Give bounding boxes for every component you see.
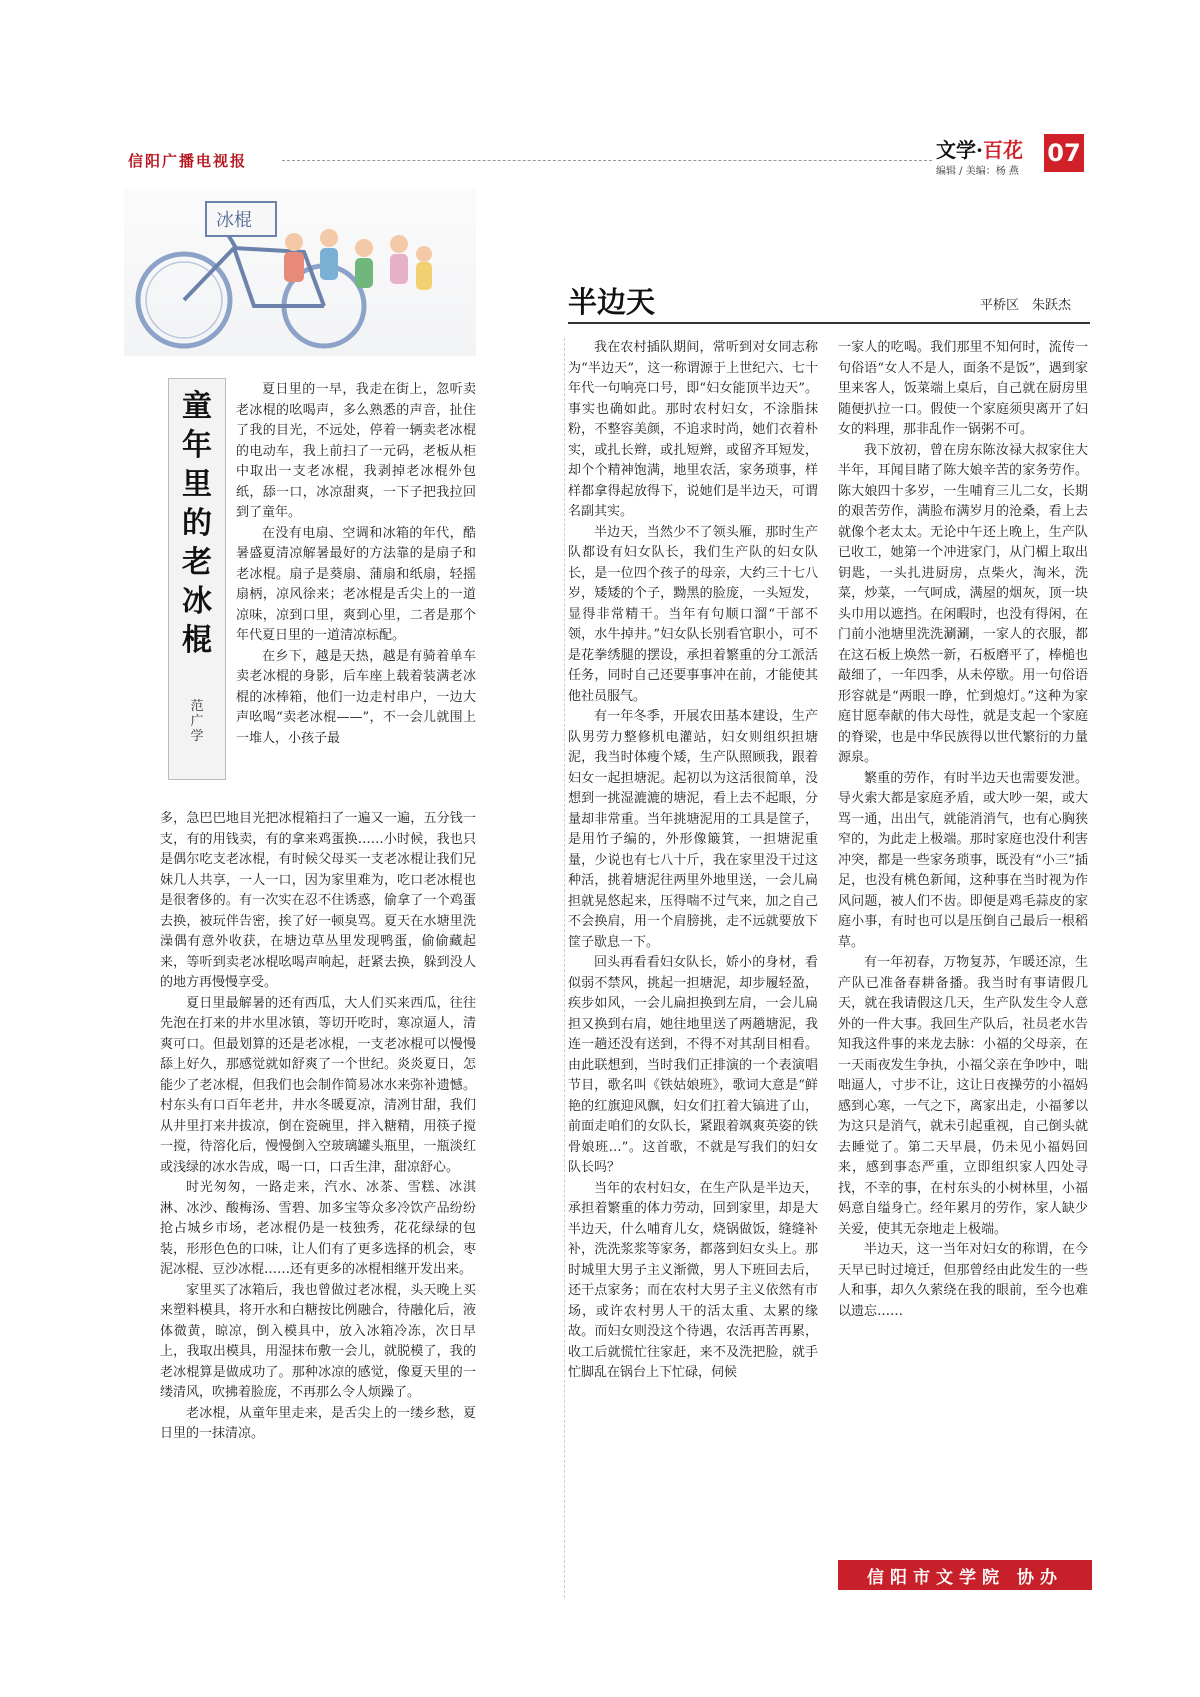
child-1-head [285, 233, 303, 251]
child-5-head [416, 246, 432, 262]
story2-column-left [568, 338, 818, 1384]
story2-title-rule [568, 322, 1090, 324]
paragraph: 我在农村插队期间，常听到对女同志称为“半边天”，这一称谓源于上世纪六、七十年代一句响亮口号，即“妇女能顶半边天”。事实也确如此。那时农村妇女，不涂脂抹粉，不整容美颜，不追求时尚，她们衣着朴实，或扎长辫，或扎短辫，或留齐耳短发，却个个精神饱满，地里农活，家务琐事，样样都拿得起放得下，说她们是半边天，可谓名副其实。 [568, 340, 818, 519]
paragraph: 一家人的吃喝。我们那里不知何时，流传一句俗语“女人不是人，面条不是饭”，遇到家里来客人，饭菜端上桌后，自己就在厨房里随便扒拉一口。假使一个家庭须臾离开了妇女的料理，那非乱作一锅粥不可。 [838, 340, 1088, 437]
paragraph: 在没有电扇、空调和冰箱的年代，酷暑盛夏清凉解暑最好的方法靠的是扇子和老冰棍。扇子是葵扇、蒲扇和纸扇，轻摇扇柄，凉风徐来；老冰棍是舌尖上的一道凉味，凉到口里，爽到心里，二者是那个年代夏日里的一道清凉标配。 [236, 525, 476, 643]
child-4-body [390, 254, 408, 284]
paragraph: 夏日里最解暑的还有西瓜，大人们买来西瓜，往往先泡在打来的井水里冰镇，等切开吃时，寒凉逼人，清爽可口。但最划算的还是老冰棍，一支老冰棍可以慢慢舔上好久，那感觉就如舒爽了一个世纪。炎炎夏日，怎能少了老冰棍，但我们也会制作简易冰水来弥补遗憾。村东头有口百年老井，井水冬暖夏凉，清冽甘甜，我们从井里打来井拔凉，倒在瓷碗里，拌入糖精，用筷子搅一搅，待溶化后，慢慢倒入空玻璃罐头瓶里，一瓶淡红或浅绿的冰水告成，喝一口，口舌生津，甜凉舒心。 [160, 995, 476, 1175]
header-rule [282, 160, 932, 161]
column-divider [564, 338, 565, 1598]
editor-line: 编辑 / 美编：杨 燕 [936, 166, 1019, 177]
paragraph: 家里买了冰箱后，我也曾做过老冰棍，头天晚上买来塑料模具，将开水和白糖按比例融合，待融化后，液体微黄，晾凉，倒入模具中，放入冰箱冷冻，次日早上，我取出模具，用湿抹布敷一会儿，就脱模了，我的老冰棍算是做成功了。那种冰凉的感觉，像夏天里的一缕清风，吹拂着脸庞，不再那么令人烦躁了。 [160, 1282, 476, 1400]
section-prefix: 文学· [936, 138, 983, 162]
story2-title: 半边天 [568, 285, 656, 319]
child-3-body [355, 258, 373, 288]
section-highlight: 百花 [982, 138, 1023, 162]
paragraph: 多，急巴巴地目光把冰棍箱扫了一遍又一遍，五分钱一支，有的用钱卖，有的拿来鸡蛋换……小时候，我也只是偶尔吃支老冰棍，有时候父母买一支老冰棍让我们兄妹几人共享，一人一口，因为家里难为，吃口老冰棍也是很奢侈的。有一次实在忍不住诱惑，偷拿了一个鸡蛋去换，被玩伴告密，挨了好一顿臭骂。夏天在水塘里洗澡偶有意外收获，在塘边草丛里发现鸭蛋，偷偷藏起来，等听到卖老冰棍吆喝声响起，赶紧去换，躲到没人的地方再慢慢享受。 [160, 811, 476, 990]
ice-box-sign: 冰棍 [216, 210, 252, 231]
bicycle-illustration [124, 188, 476, 356]
story1-title-box [168, 378, 226, 780]
paragraph: 在乡下，越是天热，越是有骑着单车卖老冰棍的身影，后车座上载着装满老冰棍的冰棒箱，他们一边走村串户，一边大声吆喝“卖老冰棍——”，不一会儿就围上一堆人，小孩子最 [236, 648, 476, 746]
child-5-body [416, 262, 432, 290]
story1-author: 范 广 学 [190, 699, 204, 744]
paragraph: 有一年初春，万物复苏，乍暖还凉，生产队已准备春耕备播。我当时有事请假几天，就在我请假这几天，生产队发生令人意外的一件大事。我回生产队后，社员老水告知我这件事的来龙去脉：小福的父母亲，在一天雨夜发生争执，小福父亲在争吵中，咄咄逼人，寸步不让，这让日夜操劳的小福妈感到心寒，一气之下，离家出走，小福爹以为这只是消气，就未引起重视，自己倒头就去睡觉了。第二天早晨，仍未见小福妈回来，感到事态严重，立即组织家人四处寻找，不幸的事，在村东头的小树林里，小福妈意自缢身亡。经年累月的劳作，家人缺少关爱，使其无奈地走上极端。 [838, 955, 1088, 1237]
paragraph: 时光匆匆，一路走来，汽水、冰茶、雪糕、冰淇淋、冰沙、酸梅汤、雪碧、加多宝等众多冷饮产品纷纷抢占城乡市场，老冰棍仍是一枝独秀，花花绿绿的包装，形形色色的口味，让人们有了更多选择的机会，枣泥冰棍、豆沙冰棍……还有更多的冰棍相继开发出来。 [160, 1180, 476, 1277]
paragraph: 当年的农村妇女，在生产队是半边天，承担着繁重的体力劳动，回到家里，却是大半边天，什么哺育儿女，烧锅做饭，缝缝补补，洗洗浆浆等家务，都落到妇女头上。那时城里大男子主义渐微，男人下班回去后，还干点家务；而在农村大男子主义依然有市场，或许农村男人干的活太重、太累的缘故。而妇女则没这个待遇，农活再苦再累，收工后就慌忙往家赶，来不及洗把脸，就手忙脚乱在锅台上下忙碌，伺候 [568, 1180, 818, 1380]
paragraph: 夏日里的一早，我走在街上，忽听卖老冰棍的吆喝声，多么熟悉的声音，扯住了我的目光，不远处，停着一辆卖老冰棍的电动车，我上前扫了一元码，老板从柜中取出一支老冰棍，我剥掉老冰棍外包纸，舔一口，冰凉甜爽，一下子把我拉回到了童年。 [236, 382, 476, 520]
paragraph: 半边天，当然少不了领头雁，那时生产队都设有妇女队长，我们生产队的妇女队长，是一位四个孩子的母亲，大约三十七八岁，矮矮的个子，黝黑的脸庞，一头短发，显得非常精干。当年有句顺口溜“干部不领，水牛掉井。”妇女队长别看官职小，可不是花拳绣腿的摆设，承担着繁重的分工派活任务，同时自己还要事事冲在前，才能使其他社员服气。 [568, 524, 818, 704]
child-2-body [320, 248, 338, 280]
child-3-head [355, 239, 373, 257]
page-number: 07 [1044, 134, 1084, 172]
story2-byline: 平桥区 朱跃杰 [980, 298, 1072, 313]
paragraph: 繁重的劳作，有时半边天也需要发泄。导火索大都是家庭矛盾，或大吵一架，或大骂一通，出出气，就能消消气，也有心胸狭窄的，为此走上极端。那时家庭也没什利害冲突，都是一些家务琐事，既没有“小三”插足，也没有桃色新闻，这种事在当时视为作风问题，被人们不齿。即便是鸡毛蒜皮的家庭小事，有时也可以是压倒自己最后一根稻草。 [838, 770, 1088, 950]
paragraph: 我下放初，曾在房东陈汝禄大叔家住大半年，耳闻目睹了陈大娘辛苦的家务劳作。陈大娘四十多岁，一生哺育三儿二女，长期的艰苦劳作，满脸布满岁月的沧桑，看上去就像个老太太。无论中午还上晚上，生产队已收工，她第一个冲进家门，从门楣上取出钥匙，一头扎进厨房，点柴火，淘米，洗菜，炒菜，一气呵成，满屋的烟灰，顶一块头巾用以遮挡。在闲暇时，也没有得闲，在门前小池塘里洗洗涮涮，一家人的衣服，都在这石板上焕然一新，石板磨平了，棒槌也敲细了，一年四季，从未停歇。用一句俗语形容就是“两眼一睁，忙到熄灯。”这种为家庭甘愿奉献的伟大母性，就是支起一个家庭的脊梁，也是中华民族得以世代繁衍的力量源泉。 [838, 442, 1088, 765]
paragraph: 有一年冬季，开展农田基本建设，生产队男劳力整修机电灌站，妇女则组织担塘泥，我当时体瘦个矮，生产队照顾我，跟着妇女一起担塘泥。起初以为这活很简单，没想到一挑湿漉漉的塘泥，看上去不起眼，分量却非常重。当年挑塘泥用的工具是筐子，是用竹子编的，外形像簸箕，一担塘泥重量，少说也有七八十斤，我在家里没干过这种活，挑着塘泥往两里外地里送，一会儿扁担就晃悠起来，压得喘不过气来，加之自己不会换肩，用一个肩膀挑，走不远就要放下筐子歇息一下。 [568, 709, 818, 950]
story2-column-right [838, 338, 1088, 1322]
story1-title: 童 年 里 的 老 冰 棍 [182, 389, 212, 658]
child-4-head [390, 235, 408, 253]
child-1-body [284, 252, 304, 282]
paragraph: 回头再看看妇女队长，娇小的身材，看似弱不禁风，挑起一担塘泥，却步履轻盈，疾步如风，一会儿扁担换到左肩，一会儿扁担又换到右肩，她往地里送了两趟塘泥，我连一趟还没有送到，不得不对其刮目相看。由此联想到，当时我们正排演的一个表演唱节目，歌名叫《铁姑娘班》，歌词大意是“鲜艳的红旗迎风飘，妇女们扛着大镐进了山，前面走咱们的女队长，紧跟着飒爽英姿的铁骨娘班…”。这首歌，不就是写我们的妇女队长吗？ [568, 955, 818, 1175]
cohost-badge: 信阳市文学院 协办 [838, 1560, 1092, 1590]
illustration-bicycle-children [124, 188, 476, 356]
story1-column-lower [160, 809, 476, 1445]
paragraph: 老冰棍，从童年里走来，是舌尖上的一缕乡愁，夏日里的一抹清凉。 [160, 1405, 476, 1441]
paragraph: 半边天，这一当年对妇女的称谓，在今天早已时过境迁，但那曾经由此发生的一些人和事，却久久萦绕在我的眼前，至今也难以遗忘…… [838, 1242, 1088, 1319]
child-2-head [320, 229, 338, 247]
masthead: 信阳广播电视报 [128, 152, 248, 170]
section-title [936, 134, 1023, 163]
story1-column-upper [236, 380, 476, 749]
